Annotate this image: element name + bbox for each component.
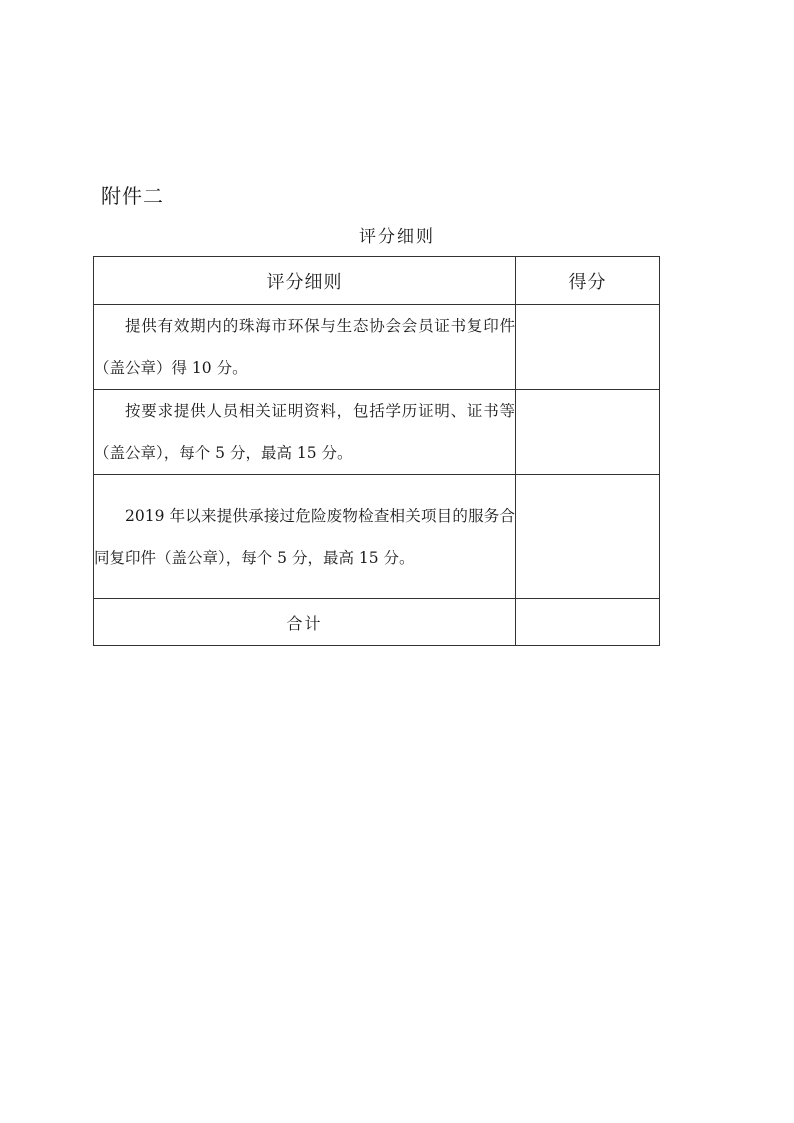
total-label: 合计 — [94, 599, 516, 646]
document-title: 评分细则 — [359, 227, 435, 247]
header-score: 得分 — [516, 257, 660, 305]
score-cell[interactable] — [516, 305, 660, 390]
table-row — [94, 475, 660, 599]
table-header-row — [94, 257, 660, 305]
attachment-label: 附件二 — [101, 184, 164, 208]
total-score-cell[interactable] — [516, 599, 660, 646]
scoring-table — [93, 256, 660, 646]
table-row — [94, 305, 660, 390]
criteria-cell: 按要求提供人员相关证明资料，包括学历证明、证书等（盖公章），每个 5 分，最高 15 分。 — [94, 390, 516, 475]
criteria-cell: 2019 年以来提供承接过危险废物检查相关项目的服务合同复印件（盖公章），每个 5 分，最高 15 分。 — [94, 475, 516, 599]
total-row — [94, 599, 660, 646]
score-cell[interactable] — [516, 475, 660, 599]
score-cell[interactable] — [516, 390, 660, 475]
criteria-cell: 提供有效期内的珠海市环保与生态协会会员证书复印件（盖公章）得 10 分。 — [94, 305, 516, 390]
header-criteria: 评分细则 — [94, 257, 516, 305]
table-row — [94, 390, 660, 475]
